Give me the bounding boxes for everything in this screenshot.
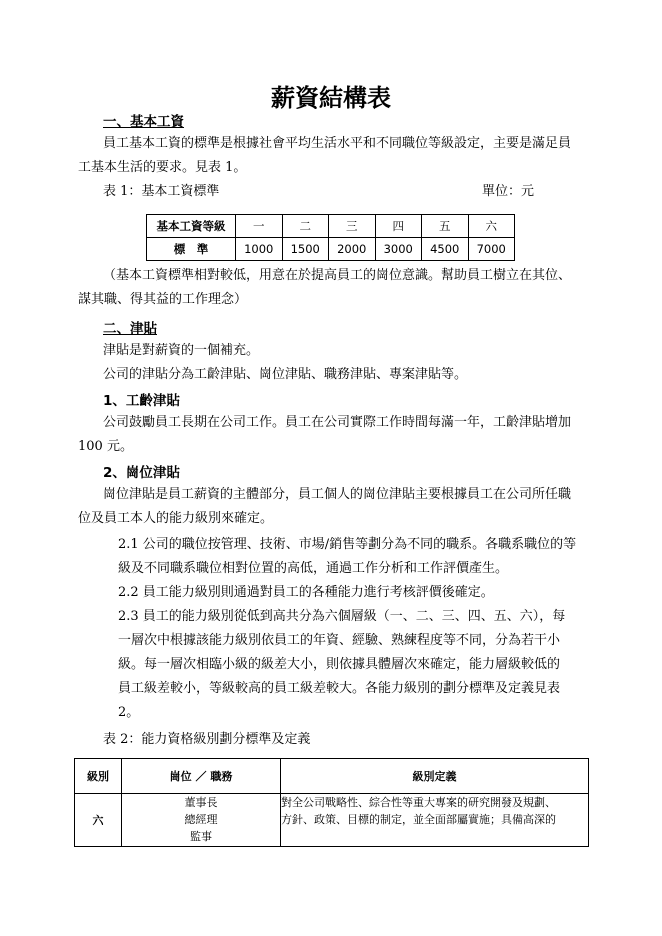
table-cell: 1000 — [236, 238, 283, 261]
table-cell: 4500 — [422, 238, 469, 261]
list-item: 2.3 員工的能力級別從低到高共分為六個層級（一、二、三、四、五、六），每 — [118, 609, 566, 624]
table-cell: 2000 — [329, 238, 376, 261]
page-title: 薪資結構表 — [271, 84, 391, 112]
list-item: 一層次中根據該能力級別依員工的年資、經驗、熟練程度等不同，分為若干小 — [118, 633, 561, 648]
paragraph: 崗位津貼是員工薪資的主體部分，員工個人的崗位津貼主要根據員工在公司所任職 — [103, 487, 572, 502]
table1-caption: 表 1：基本工資標準 — [103, 184, 220, 199]
note: （基本工資標準相對較低，用意在於提高員工的崗位意識。幫助員工樹立在其位、 — [103, 268, 572, 283]
table-header-cell: 級別 — [75, 759, 122, 794]
table-cell: 一 — [236, 215, 283, 238]
list-item: 級。每一層次相臨小級的級差大小，則依據具體層次來確定，能力層級較低的 — [118, 657, 561, 672]
table-row — [75, 794, 589, 847]
subsection-heading: 2、崗位津貼 — [103, 465, 180, 481]
paragraph: 工基本生活的要求。見表 1。 — [78, 160, 247, 175]
list-item: 2.2 員工能力級別則通過對員工的各種能力進行考核評價後確定。 — [118, 585, 494, 600]
table-cell — [281, 794, 589, 847]
table-header-row — [75, 759, 589, 794]
definition-line: 方針、政策、目標的制定，並全面部屬實施；具備高深的 — [281, 813, 556, 826]
paragraph: 公司的津貼分為工齡津貼、崗位津貼、職務津貼、專案津貼等。 — [103, 367, 468, 382]
paragraph: 位及員工本人的能力級別來確定。 — [78, 511, 274, 526]
table-cell: 三 — [329, 215, 376, 238]
table-cell: 六 — [468, 215, 515, 238]
position-label: 董事長 — [184, 796, 218, 809]
list-item: 員工級差較小，等級較高的員工級差較大。各能力級別的劃分標準及定義見表 — [118, 681, 561, 696]
list-item: 級及不同職系職位相對位置的高低，通過工作分析和工作評價產生。 — [118, 561, 509, 576]
paragraph: 公司鼓勵員工長期在公司工作。員工在公司實際工作時間每滿一年，工齡津貼增加 — [103, 415, 572, 430]
table-row — [147, 238, 515, 261]
table-cell: 六 — [75, 794, 122, 847]
table-cell: 二 — [282, 215, 329, 238]
paragraph: 員工基本工資的標準是根據社會平均生活水平和不同職位等級設定，主要是滿足員 — [103, 136, 572, 151]
section-heading-allowance: 二、津貼 — [103, 321, 157, 337]
definition-line: 對全公司戰略性、綜合性等重大專案的研究開發及規劃、 — [281, 796, 556, 809]
table-cell: 7000 — [468, 238, 515, 261]
table-header-cell: 崗位 ／ 職務 — [122, 759, 281, 794]
list-item: 2.1 公司的職位按管理、技術、市場/銷售等劃分為不同的職系。各職系職位的等 — [118, 537, 577, 552]
table-cell: 基本工資等級 — [147, 215, 236, 238]
table-header-cell: 級別定義 — [281, 759, 589, 794]
table-cell — [122, 794, 281, 847]
list-item: 2。 — [118, 705, 140, 720]
table-cell: 四 — [375, 215, 422, 238]
table-cell: 3000 — [375, 238, 422, 261]
paragraph: 100 元。 — [78, 439, 133, 454]
table-cell: 標 準 — [147, 238, 236, 261]
position-label: 總經理 — [184, 813, 218, 826]
position-label: 監事 — [190, 830, 212, 843]
table-cell: 五 — [422, 215, 469, 238]
table2-caption: 表 2：能力資格級別劃分標準及定義 — [103, 732, 311, 747]
paragraph: 津貼是對薪資的一個補充。 — [103, 343, 260, 358]
table-row — [147, 215, 515, 238]
section-heading-basic-wage: 一、基本工資 — [103, 114, 184, 130]
subsection-heading: 1、工齡津貼 — [103, 393, 180, 409]
table-cell: 1500 — [282, 238, 329, 261]
note: 謀其職、得其益的工作理念） — [78, 292, 248, 307]
basic-wage-table — [146, 214, 515, 261]
ability-level-table — [74, 758, 589, 847]
table1-unit: 單位：元 — [482, 184, 535, 199]
